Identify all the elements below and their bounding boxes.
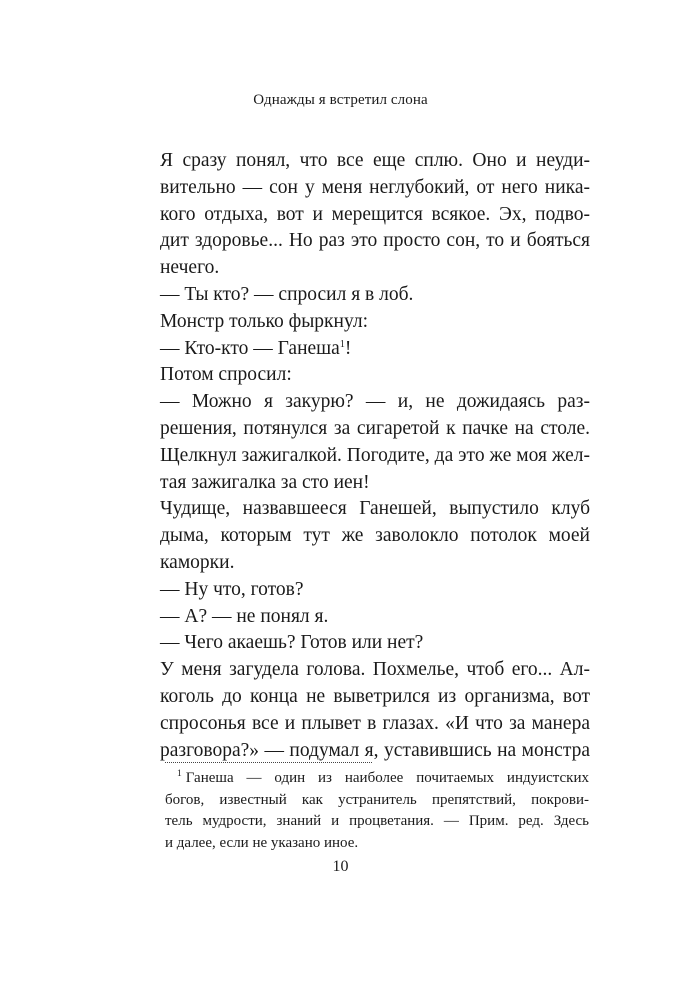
text-line xyxy=(160,711,590,738)
text-line xyxy=(160,175,590,202)
text-line xyxy=(160,470,590,497)
text-line-content: вительно — сон у меня неглубокий, от него ника- xyxy=(160,176,590,198)
body-text xyxy=(160,148,590,764)
text-line-content: — Кто-кто — Ганеша xyxy=(160,337,340,359)
text-line-content: — Ну что, готов? xyxy=(160,578,304,600)
footnote-line-content: Ганеша — один из наиболее почитаемых индуистских xyxy=(185,770,589,786)
text-line xyxy=(160,389,590,416)
page-number: 10 xyxy=(332,858,349,875)
text-line-content: Потом спросил: xyxy=(160,364,292,386)
text-line xyxy=(160,228,590,255)
text-line xyxy=(160,309,590,336)
text-line-content: Я сразу понял, что все еще сплю. Оно и неуди- xyxy=(160,150,590,171)
footnote-line-content: богов, известный как устранитель препятствий, покрови- xyxy=(165,791,589,808)
footnote-line xyxy=(165,833,589,855)
text-line-content: Чудище, назвавшееся Ганешей, выпустило клуб xyxy=(160,498,590,520)
text-line xyxy=(160,630,590,657)
footnote-line-content: тель мудрости, знаний и процветания. — Прим. ред. Здесь xyxy=(165,813,589,829)
text-line-content: Щелкнул зажигалкой. Погодите, да это же моя жел- xyxy=(160,444,590,466)
text-line-content: — А? — не понял я. xyxy=(160,605,329,627)
running-head: Однажды я встретил слона xyxy=(253,92,428,108)
text-line xyxy=(160,523,590,550)
text-line xyxy=(160,738,590,765)
text-line xyxy=(160,577,590,604)
text-line-content: решения, потянулся за сигаретой к пачке на столе. xyxy=(160,417,590,439)
text-line-content: спросонья все и плывет в глазах. «И что за манера xyxy=(160,712,590,734)
text-line xyxy=(160,604,590,631)
text-line xyxy=(160,202,590,229)
text-line-content: У меня загудела голова. Похмелье, чтоб его... Ал- xyxy=(160,659,590,681)
footnote-separator xyxy=(165,762,372,763)
text-line xyxy=(160,496,590,523)
text-line xyxy=(160,362,590,389)
text-line-content: — Ты кто? — спросил я в лоб. xyxy=(160,283,414,305)
footnote-line xyxy=(165,790,589,812)
text-line xyxy=(160,255,590,282)
text-line xyxy=(160,550,590,577)
text-line-content: Монстр только фыркнул: xyxy=(160,310,369,332)
text-line-content: — Чего акаешь? Готов или нет? xyxy=(160,632,424,654)
text-line-content: разговора?» — подумал я, уставившись на монстра xyxy=(160,739,590,761)
footnote-reference: 1 xyxy=(339,338,345,350)
footnote-line xyxy=(165,811,589,833)
text-line-tail: ! xyxy=(344,337,352,359)
footnote-line xyxy=(165,768,589,790)
text-line xyxy=(160,336,590,363)
text-line xyxy=(160,416,590,443)
text-line-content: нечего. xyxy=(160,257,220,279)
footnote-line-content: и далее, если не указано иное. xyxy=(165,834,359,851)
text-line xyxy=(160,282,590,309)
text-line-content: тая зажигалка за сто иен! xyxy=(160,471,370,493)
text-line-content: дит здоровье... Но раз это просто сон, то и бояться xyxy=(160,230,590,252)
text-line xyxy=(160,657,590,684)
text-line xyxy=(160,148,590,175)
text-line xyxy=(160,684,590,711)
footnote-marker: 1 xyxy=(177,769,182,779)
text-line xyxy=(160,443,590,470)
text-line-content: коголь до конца не выветрился из организма, вот xyxy=(160,685,590,707)
footnote xyxy=(165,768,589,854)
text-line-content: — Можно я закурю? — и, не дожидаясь раз- xyxy=(160,391,590,413)
text-line-content: кого отдыха, вот и мерещится всякое. Эх, подво- xyxy=(160,203,590,225)
text-line-content: каморки. xyxy=(160,551,235,573)
text-line-content: дыма, которым тут же заволокло потолок моей xyxy=(160,525,590,547)
